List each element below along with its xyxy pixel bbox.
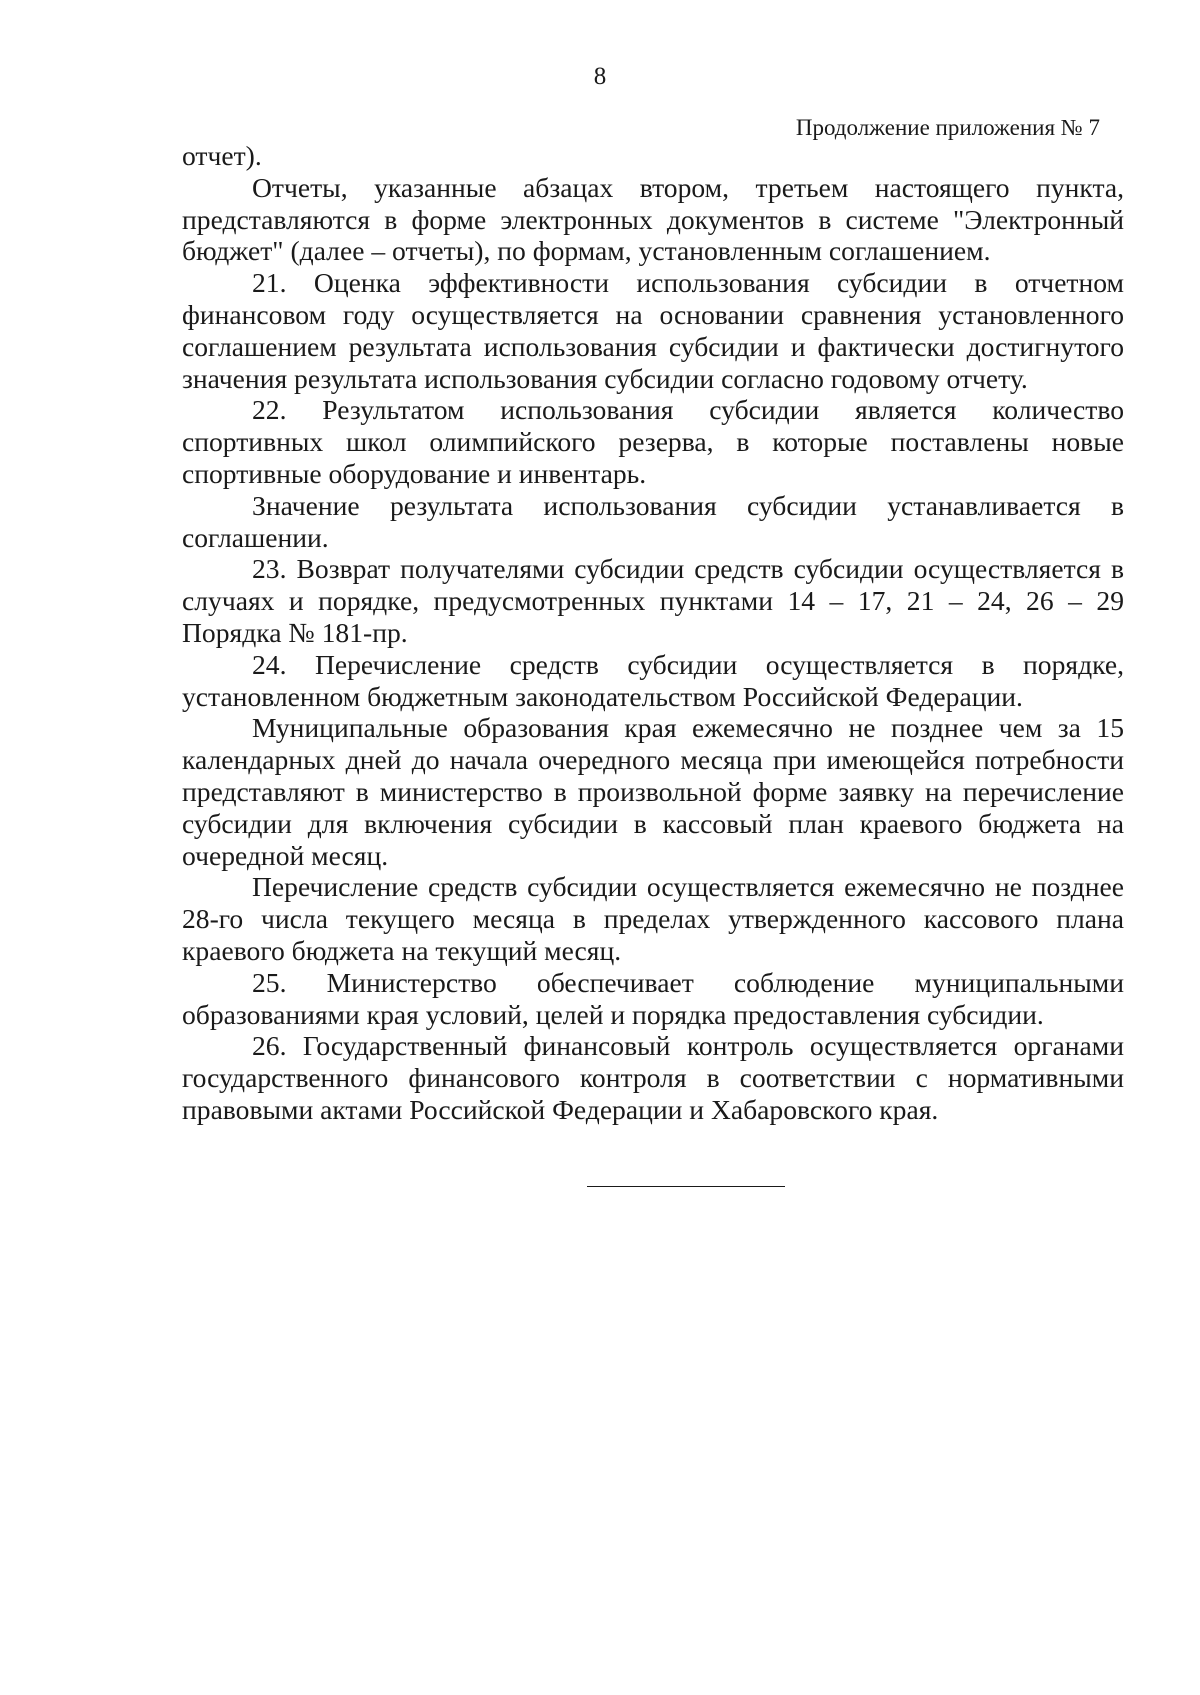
paragraph-item-25: 25. Министерство обеспечивает соблюдение муниципальными образованиями края условий, целей и порядка предоставления субсидии. bbox=[182, 966, 1124, 1030]
paragraph-item-22: 22. Результатом использования субсидии является количество спортивных школ олимпийского резерва, в которые поставлены новые спортивные оборудование и инвентарь. bbox=[182, 394, 1124, 489]
paragraph-municipal-request: Муниципальные образования края ежемесячно не позднее чем за 15 календарных дней до начала очередного месяца при имеющейся потребности представляют в министерство в произвольной форме заявку на перечисление субсидии для включения субсидии в кассовый план краевого бюджета на очередной месяц. bbox=[182, 712, 1124, 871]
page-number: 8 bbox=[593, 63, 607, 90]
paragraph-item-23: 23. Возврат получателями субсидии средств субсидии осуществляется в случаях и порядке, предусмотренных пунктами 14 – 17, 21 – 24, 26 – 29 Порядка № 181-пр. bbox=[182, 553, 1124, 648]
paragraph-item-21: 21. Оценка эффективности использования субсидии в отчетном финансовом году осуществляется на основании сравнения установленного соглашением результата использования субсидии и фактически достигнутого значения результата использования субсидии согласно годовому отчету. bbox=[182, 267, 1124, 394]
paragraph-item-26: 26. Государственный финансовый контроль осуществляется органами государственного финансового контроля в соответствии с нормативными правовыми актами Российской Федерации и Хабаровского края. bbox=[182, 1030, 1124, 1125]
paragraph-monthly-transfer: Перечисление средств субсидии осуществляется ежемесячно не позднее 28-го числа текущего месяца в пределах утвержденного кассового плана краевого бюджета на текущий месяц. bbox=[182, 871, 1124, 966]
paragraph-item-24: 24. Перечисление средств субсидии осуществляется в порядке, установленном бюджетным законодательством Российской Федерации. bbox=[182, 648, 1124, 712]
paragraph-result-value: Значение результата использования субсидии устанавливается в соглашении. bbox=[182, 489, 1124, 553]
end-of-document-rule bbox=[587, 1186, 785, 1187]
appendix-continuation-label: Продолжение приложения № 7 bbox=[795, 115, 1100, 140]
document-body bbox=[182, 140, 1124, 1126]
paragraph-continuation: отчет). bbox=[182, 140, 262, 171]
paragraph-reports-format: Отчеты, указанные абзацах втором, третьем настоящего пункта, представляются в форме электронных документов в системе "Электронный бюджет" (далее – отчеты), по формам, установленным соглашением. bbox=[182, 171, 1124, 267]
